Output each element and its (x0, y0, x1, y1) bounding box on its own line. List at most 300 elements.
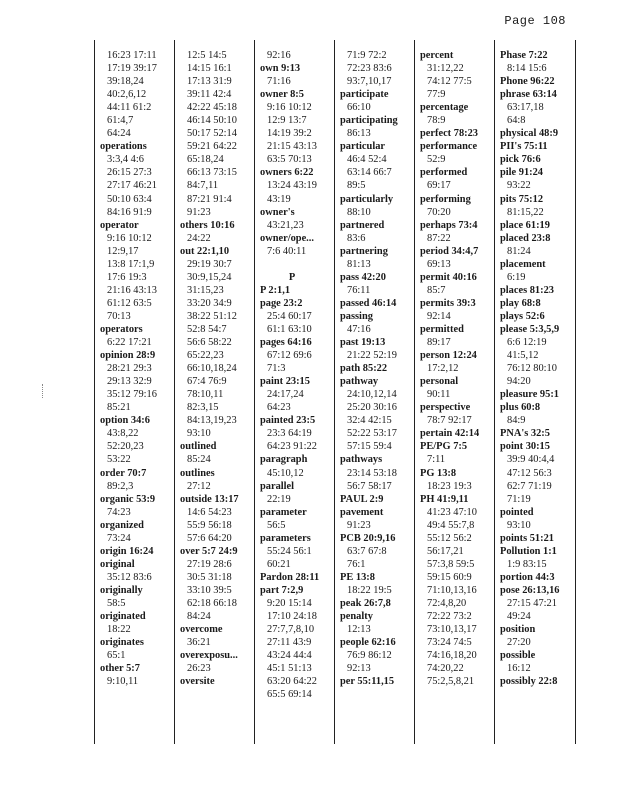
page-line-refs: 81:13 (347, 258, 371, 270)
page-line-refs: 66:13 73:15 (187, 167, 237, 179)
page-line-refs: 86:13 (347, 128, 371, 140)
page-line-refs: 27:15 47:21 (507, 597, 557, 609)
page-line-refs: 35:12 79:16 (107, 389, 157, 401)
page-line-refs: 27:7,7,8,10 (267, 624, 315, 636)
page-line-refs: 9:16 10:12 (107, 232, 152, 244)
page-line-refs: 60:21 (267, 558, 291, 570)
page-line-refs: 17:10 24:18 (267, 611, 317, 623)
index-entry: performing (420, 193, 471, 205)
page-line-refs: 12:9,17 (107, 245, 139, 257)
page-line-refs: 61:1 63:10 (267, 323, 312, 335)
page-line-refs: 94:20 (507, 376, 531, 388)
page-line-refs: 44:11 61:2 (107, 102, 152, 114)
index-entry: personal (420, 376, 459, 388)
index-entry: parameters (260, 532, 311, 544)
index-entry: order 70:7 (100, 467, 147, 479)
index-entry: pile 91:24 (500, 167, 544, 179)
page-line-refs: 21:16 43:13 (107, 284, 157, 296)
page-line-refs: 9:16 10:12 (267, 102, 312, 114)
page-line-refs: 13:8 17:1,9 (107, 258, 155, 270)
page-line-refs: 28:21 29:3 (107, 363, 152, 375)
index-column (415, 40, 495, 744)
index-entry: please 5:3,5,9 (500, 323, 560, 335)
page-line-refs: 7:11 (427, 454, 446, 466)
page-line-refs: 55:9 56:18 (187, 519, 232, 531)
page-line-refs: 18:22 19:5 (347, 584, 392, 596)
page-line-refs: 17:19 39:17 (107, 63, 157, 75)
page-line-refs: 74:20,22 (427, 663, 464, 675)
index-entry: organized (100, 519, 144, 531)
index-entry: pavement (340, 506, 384, 518)
page-line-refs: 49:4 55:7,8 (427, 519, 475, 531)
page-line-refs: 85:21 (107, 402, 131, 414)
index-entry: page 23:2 (260, 297, 303, 309)
page-line-refs: 9:20 15:14 (267, 597, 312, 609)
page-line-refs: 63:7 67:8 (347, 545, 387, 557)
index-entry: particular (340, 141, 386, 153)
page-line-refs: 72:23 83:6 (347, 63, 392, 75)
index-entry: outlines (180, 467, 215, 479)
page-line-refs: 6:6 12:19 (507, 337, 547, 349)
page-line-refs: 52:20,23 (107, 441, 144, 453)
page-line-refs: 31:15,23 (187, 284, 224, 296)
page-line-refs: 73:24 74:5 (427, 637, 472, 649)
index-entry: place 61:19 (500, 219, 550, 231)
page-line-refs: 31:12,22 (427, 63, 464, 75)
page-line-refs: 93:10 (507, 519, 531, 531)
page-line-refs: 92:14 (427, 310, 451, 322)
page-line-refs: 29:19 30:7 (187, 258, 232, 270)
index-entry: per 55:11,15 (340, 676, 395, 688)
page-line-refs: 63:17,18 (507, 102, 544, 114)
index-entry: perspective (420, 402, 471, 414)
index-column (255, 40, 335, 744)
page-line-refs: 74:12 77:5 (427, 76, 472, 88)
page-line-refs: 92:16 (267, 50, 291, 61)
page-line-refs: 65:18,24 (187, 154, 224, 166)
page-line-refs: 8:14 15:6 (507, 63, 547, 75)
page-line-refs: 26:15 27:3 (107, 167, 152, 179)
index-entry: possibly 22:8 (500, 676, 558, 688)
page-line-refs: 57:6 64:20 (187, 532, 232, 544)
index-entry: PH 41:9,11 (420, 493, 469, 505)
page-line-refs: 30:9,15,24 (187, 271, 232, 283)
page-line-refs: 39:11 42:4 (187, 89, 232, 101)
page-line-refs: 41:23 47:10 (427, 506, 477, 518)
page-line-refs: 84:13,19,23 (187, 415, 237, 427)
page-line-refs: 84:24 (187, 611, 211, 623)
page-line-refs: 84:7,11 (187, 180, 219, 192)
page-line-refs: 56:6 58:22 (187, 337, 232, 349)
page-line-refs: 33:10 39:5 (187, 584, 232, 596)
page-line-refs: 43:21,23 (267, 219, 304, 231)
page-line-refs: 53:22 (107, 454, 131, 466)
page-line-refs: 75:2,5,8,21 (427, 676, 475, 688)
page-line-refs: 66:10 (347, 102, 371, 114)
index-entry: parameter (260, 506, 307, 518)
index-entry: operations (100, 141, 147, 153)
page-line-refs: 27:19 28:6 (187, 558, 232, 570)
page-line-refs: 65:22,23 (187, 350, 224, 362)
page-line-refs: 71:3 (267, 363, 286, 375)
index-entry: perhaps 73:4 (420, 219, 478, 231)
page-line-refs: 69:17 (427, 180, 451, 192)
index-entry: other 5:7 (100, 663, 140, 675)
page-line-refs: 85:24 (187, 454, 211, 466)
index-entry: partnered (340, 219, 385, 231)
page-line-refs: 89:2,3 (107, 480, 134, 492)
page-line-refs: 58:5 (107, 597, 126, 609)
index-entry: Phase 7:22 (500, 50, 548, 61)
page-line-refs: 24:17,24 (267, 389, 304, 401)
page-line-refs: 59:21 64:22 (187, 141, 237, 153)
page-line-refs: 13:24 43:19 (267, 180, 317, 192)
page-line-refs: 32:4 42:15 (347, 415, 392, 427)
page-line-refs: 46:4 52:4 (347, 154, 387, 166)
index-entry: P 2:1,1 (260, 284, 291, 296)
index-entry: point 30:15 (500, 441, 550, 453)
index-entry: originally (100, 584, 143, 596)
index-entry: points 51:21 (500, 532, 554, 544)
index-entry: over 5:7 24:9 (180, 545, 238, 557)
page-line-refs: 89:17 (427, 337, 451, 349)
page-line-refs: 72:22 73:2 (427, 611, 472, 623)
page-line-refs: 43:8,22 (107, 428, 139, 440)
page-line-refs: 71:10,13,16 (427, 584, 477, 596)
page-line-refs: 36:21 (187, 637, 211, 649)
page-line-refs: 74:16,18,20 (427, 650, 477, 662)
index-column (95, 40, 175, 744)
page-line-refs: 14:15 16:1 (187, 63, 232, 75)
page-line-refs: 70:20 (427, 206, 451, 218)
index-entry: pertain 42:14 (420, 428, 480, 440)
page-line-refs: 81:24 (507, 245, 531, 257)
page-line-refs: 85:7 (427, 284, 446, 296)
page-line-refs: 93:7,10,17 (347, 76, 392, 88)
page-line-refs: 91:23 (187, 206, 211, 218)
page-line-refs: 39:9 40:4,4 (507, 454, 555, 466)
index-entry: painted 23:5 (260, 415, 316, 427)
page-line-refs: 16:23 17:11 (107, 50, 157, 61)
page-line-refs: 3:3,4 4:6 (107, 154, 144, 166)
index-entry: pages 64:16 (260, 337, 312, 349)
index-entry: portion 44:3 (500, 571, 555, 583)
page-line-refs: 6:22 17:21 (107, 337, 152, 349)
page-line-refs: 76:11 (347, 284, 371, 296)
page-line-refs: 40:2,6,12 (107, 89, 147, 101)
index-column (175, 40, 255, 744)
index-entry: owners 6:22 (260, 167, 314, 179)
section-letter: P (288, 271, 296, 283)
index-entry: PII's 75:11 (500, 141, 548, 153)
page-line-refs: 27:12 (187, 480, 211, 492)
page-line-refs: 78:7 92:17 (427, 415, 472, 427)
index-entry: operators (100, 323, 143, 335)
page-line-refs: 67:4 76:9 (187, 376, 227, 388)
index-entry: plays 52:6 (500, 310, 545, 322)
page-line-refs: 7:6 40:11 (267, 245, 307, 257)
page-line-refs: 18:22 (107, 624, 131, 636)
page-line-refs: 93:10 (187, 428, 211, 440)
index-column (335, 40, 415, 744)
page-line-refs: 57:3,8 59:5 (427, 558, 475, 570)
page-line-refs: 71:19 (507, 493, 531, 505)
page-line-refs: 12:5 14:5 (187, 50, 227, 61)
page-line-refs: 76:12 80:10 (507, 363, 557, 375)
page-line-refs: 24:22 (187, 232, 211, 244)
page-line-refs: 6:19 (507, 271, 526, 283)
page-line-refs: 76:9 86:12 (347, 650, 392, 662)
page-line-refs: 63:14 66:7 (347, 167, 392, 179)
index-entry: passed 46:14 (340, 297, 397, 309)
index-entry: period 34:4,7 (420, 245, 479, 257)
index-entry: original (100, 558, 135, 570)
index-entry: owner 8:5 (260, 89, 304, 101)
page-line-refs: 42:22 45:18 (187, 102, 237, 114)
page-line-refs: 55:24 56:1 (267, 545, 312, 557)
page-line-refs: 24:10,12,14 (347, 389, 397, 401)
page-line-refs: 65:5 69:14 (267, 689, 312, 701)
index-entry: person 12:24 (420, 350, 477, 362)
page-line-refs: 74:23 (107, 506, 131, 518)
page-line-refs: 47:12 56:3 (507, 467, 552, 479)
index-entry: performed (420, 167, 468, 179)
page-line-refs: 84:16 91:9 (107, 206, 152, 218)
index-entry: path 85:22 (340, 363, 388, 375)
page-line-refs: 21:15 43:13 (267, 141, 317, 153)
index-entry: outside 13:17 (180, 493, 239, 505)
index-entry: pose 26:13,16 (500, 584, 560, 596)
page-line-refs: 52:9 (427, 154, 446, 166)
index-entry: others 10:16 (180, 219, 235, 231)
page-line-refs: 43:19 (267, 193, 291, 205)
index-entry: past 19:13 (340, 337, 386, 349)
page-line-refs: 59:15 60:9 (427, 571, 472, 583)
index-entry: paint 23:15 (260, 376, 310, 388)
page-line-refs: 14:19 39:2 (267, 128, 312, 140)
page-line-refs: 78:9 (427, 115, 446, 127)
index-entry: pathways (340, 454, 383, 466)
index-entry: PAUL 2:9 (340, 493, 384, 505)
page-line-refs: 82:3,15 (187, 402, 219, 414)
index-entry: performance (420, 141, 478, 153)
page-line-refs: 47:16 (347, 323, 371, 335)
index-entry: pointed (500, 506, 534, 518)
page-line-refs: 56:7 58:17 (347, 480, 392, 492)
index-entry: participating (340, 115, 398, 127)
index-entry: phrase 63:14 (500, 89, 557, 101)
page-line-refs: 57:15 59:4 (347, 441, 392, 453)
page-line-refs: 45:1 51:13 (267, 663, 312, 675)
index-entry: owner's (260, 206, 295, 218)
index-entry: PG 13:8 (420, 467, 457, 479)
index-entry: permits 39:3 (420, 297, 476, 309)
page-line-refs: 90:11 (427, 389, 451, 401)
page-line-refs: 50:17 52:14 (187, 128, 237, 140)
index-entry: Pardon 28:11 (260, 571, 320, 583)
page-line-refs: 63:20 64:22 (267, 676, 317, 688)
page-line-refs: 64:8 (507, 115, 526, 127)
index-entry: option 34:6 (100, 415, 150, 427)
index-entry: plus 60:8 (500, 402, 541, 414)
page-line-refs: 55:12 56:2 (427, 532, 472, 544)
page-line-refs: 23:14 53:18 (347, 467, 397, 479)
page-line-refs: 1:9 83:15 (507, 558, 547, 570)
page-line-refs: 91:23 (347, 519, 371, 531)
index-entry: part 7:2,9 (260, 584, 304, 596)
page-line-refs: 17:13 31:9 (187, 76, 232, 88)
page-line-refs: 87:21 91:4 (187, 193, 232, 205)
page-line-refs: 9:10,11 (107, 676, 139, 688)
page-line-refs: 88:10 (347, 206, 371, 218)
index-entry: PE/PG 7:5 (420, 441, 468, 453)
index-entry: placement (500, 258, 546, 270)
index-entry: people 62:16 (340, 637, 396, 649)
page-line-refs: 17:2,12 (427, 363, 459, 375)
page-line-refs: 76:1 (347, 558, 366, 570)
index-entry: possible (500, 650, 536, 662)
index-entry: play 68:8 (500, 297, 541, 309)
page-line-refs: 45:10,12 (267, 467, 304, 479)
page-line-refs: 92:13 (347, 663, 371, 675)
index-entry: originates (100, 637, 144, 649)
page-line-refs: 30:5 31:18 (187, 571, 232, 583)
page-line-refs: 35:12 83:6 (107, 571, 152, 583)
index-entry: physical 48:9 (500, 128, 559, 140)
page-line-refs: 93:22 (507, 180, 531, 192)
index-entry: PCB 20:9,16 (340, 532, 396, 544)
margin-mark (42, 384, 46, 398)
page-line-refs: 21:22 52:19 (347, 350, 397, 362)
index-entry: Pollution 1:1 (500, 545, 557, 557)
page-line-refs: 52:22 53:17 (347, 428, 397, 440)
index-entry: overcome (180, 624, 223, 636)
index-entry: pass 42:20 (340, 271, 386, 283)
index-entry: particularly (340, 193, 394, 205)
page-line-refs: 77:9 (427, 89, 446, 101)
page-line-refs: 27:20 (507, 637, 531, 649)
index-entry: PE 13:8 (340, 571, 375, 583)
index-entry: parallel (260, 480, 295, 492)
index-column (495, 40, 575, 744)
index-entry: own 9:13 (260, 63, 301, 75)
page-line-refs: 49:24 (507, 611, 531, 623)
page-line-refs: 71:9 72:2 (347, 50, 387, 61)
index-entry: organic 53:9 (100, 493, 156, 505)
page-line-refs: 12:9 13:7 (267, 115, 307, 127)
page-line-refs: 41:5,12 (507, 350, 539, 362)
page-line-refs: 62:18 66:18 (187, 597, 237, 609)
index-entry: permitted (420, 323, 464, 335)
page-line-refs: 62:7 71:19 (507, 480, 552, 492)
index-entry: out 22:1,10 (180, 245, 230, 257)
index-entry: percent (420, 50, 454, 61)
page-line-refs: 66:10,18,24 (187, 363, 237, 375)
page-line-refs: 22:19 (267, 493, 291, 505)
page-line-refs: 70:13 (107, 310, 131, 322)
page-line-refs: 25:4 60:17 (267, 310, 312, 322)
index-entry: pathway (340, 376, 379, 388)
index-entry: permit 40:16 (420, 271, 477, 283)
blank-line (260, 258, 334, 271)
page-line-refs: 17:6 19:3 (107, 271, 147, 283)
index-entry: opinion 28:9 (100, 350, 156, 362)
page-line-refs: 14:6 54:23 (187, 506, 232, 518)
index-entry: owner/ope... (260, 232, 314, 244)
page-line-refs: 71:16 (267, 76, 291, 88)
index-entry: overexposu... (180, 650, 238, 662)
page-line-refs: 38:22 51:12 (187, 310, 237, 322)
index-entry: PNA's 32:5 (500, 428, 550, 440)
page-line-refs: 56:5 (267, 519, 286, 531)
page-line-refs: 61:4,7 (107, 115, 134, 127)
page-line-refs: 27:11 43:9 (267, 637, 312, 649)
index-entry: pits 75:12 (500, 193, 544, 205)
page-line-refs: 65:1 (107, 650, 126, 662)
page-line-refs: 52:8 54:7 (187, 323, 227, 335)
page-header: Page 108 (504, 14, 566, 28)
index-entry: position (500, 624, 536, 636)
index-entry: penalty (340, 611, 373, 623)
index-entry: passing (340, 310, 373, 322)
index-entry: places 81:23 (500, 284, 554, 296)
page-line-refs: 43:24 44:4 (267, 650, 312, 662)
page-line-refs: 67:12 69:6 (267, 350, 312, 362)
page-line-refs: 25:20 30:16 (347, 402, 397, 414)
page-line-refs: 29:13 32:9 (107, 376, 152, 388)
page-line-refs: 72:4,8,20 (427, 597, 467, 609)
page-line-refs: 23:3 64:19 (267, 428, 312, 440)
page-line-refs: 81:15,22 (507, 206, 544, 218)
index-entry: originated (100, 611, 146, 623)
index-entry: pick 76:6 (500, 154, 541, 166)
page-line-refs: 73:10,13,17 (427, 624, 477, 636)
page-line-refs: 64:24 (107, 128, 131, 140)
page-line-refs: 50:10 63:4 (107, 193, 152, 205)
index-entry: origin 16:24 (100, 545, 154, 557)
index-entry: participate (340, 89, 389, 101)
page-line-refs: 73:24 (107, 532, 131, 544)
page-line-refs: 84:9 (507, 415, 526, 427)
index-entry: Phone 96:22 (500, 76, 555, 88)
index-entry: placed 23:8 (500, 232, 551, 244)
page-line-refs: 69:13 (427, 258, 451, 270)
index-entry: perfect 78:23 (420, 128, 478, 140)
index-entry: partnering (340, 245, 388, 257)
page-line-refs: 64:23 91:22 (267, 441, 317, 453)
page-line-refs: 61:12 63:5 (107, 297, 152, 309)
page-line-refs: 64:23 (267, 402, 291, 414)
page-line-refs: 46:14 50:10 (187, 115, 237, 127)
page-line-refs: 18:23 19:3 (427, 480, 472, 492)
page-line-refs: 16:12 (507, 663, 531, 675)
index-entry: peak 26:7,8 (340, 597, 391, 609)
page-line-refs: 89:5 (347, 180, 366, 192)
page-line-refs: 12:13 (347, 624, 371, 636)
page-line-refs: 27:17 46:21 (107, 180, 157, 192)
page-line-refs: 87:22 (427, 232, 451, 244)
index-entry: percentage (420, 102, 469, 114)
index-entry: paragraph (260, 454, 308, 466)
page-line-refs: 78:10,11 (187, 389, 224, 401)
page-line-refs: 83:6 (347, 232, 366, 244)
word-index (94, 40, 576, 744)
index-entry: operator (100, 219, 139, 231)
index-entry: pleasure 95:1 (500, 389, 559, 401)
page-line-refs: 56:17,21 (427, 545, 464, 557)
page-line-refs: 39:18,24 (107, 76, 144, 88)
page-line-refs: 63:5 70:13 (267, 154, 312, 166)
